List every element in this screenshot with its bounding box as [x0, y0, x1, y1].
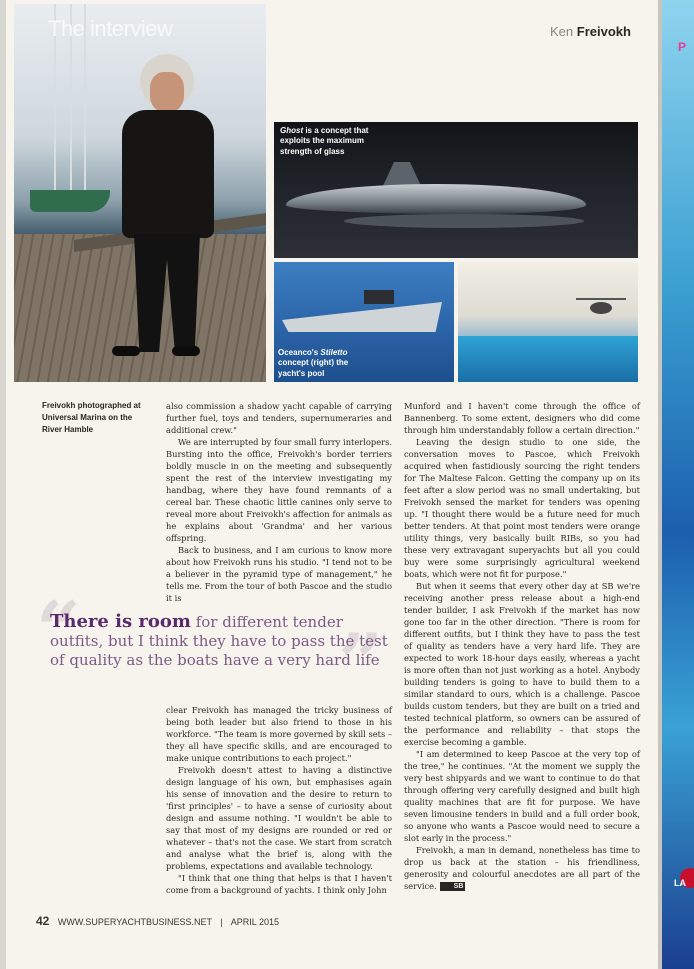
open-quote-mark: “	[36, 585, 81, 676]
paragraph: also commission a shadow yacht capable of carrying further fuel, toys and tenders, supernumeraries and additional crew."	[166, 401, 392, 435]
paragraph: Leaving the design studio to one side, the conversation moves to Pascoe, which Freivokh acquired when fastidiously sourcing the right tenders for The Maltese Falcon. Getting the company up on its feet after a slow period was no small undertaking, but Freivokh sensed the market for tenders was opening up. "I thought there would be a future need for much better tenders. At that point most tenders were orange utility things, very basically built RIBs, so you had these very extravagant superyachts but all you could buy were some surprisingly agricultural weekend boats, which were not fit for purpose."	[404, 437, 640, 579]
paragraph: Back to business, and I am curious to know more about how Freivokh runs his studio. "I tend not to be a believer in the pyramid type of management," he tells me. From the tour of both Pascoe and the studio it is	[166, 545, 392, 603]
paragraph: "I think that one thing that helps is that I haven't come from a background of yachts. I think only John	[166, 873, 392, 895]
stiletto-caption	[278, 348, 374, 379]
ghost-caption	[280, 126, 390, 157]
section-title: The interview	[48, 16, 173, 41]
helicopter-rotor	[576, 298, 626, 300]
pool	[458, 336, 638, 382]
page-number: 42	[36, 914, 50, 928]
footer-separator: |	[220, 917, 223, 927]
issue-date: APRIL 2015	[230, 917, 279, 927]
column-1-lower	[166, 704, 392, 896]
author-last-name: Freivokh	[576, 24, 631, 39]
ghost-yacht-hull	[286, 184, 586, 214]
trousers	[134, 234, 200, 352]
stiletto-caption-text: concept (right) the yacht's pool	[278, 358, 349, 378]
ghost-caption-name: Ghost	[280, 126, 304, 135]
ghost-caption-text: is a concept that exploits the maximum strength of glass	[280, 126, 369, 156]
paragraph: But when it seems that every other day at SB we're receiving another press release about a high-end tender builder, I ask Freivokh if the market has now gone too far in the other direction. "There is room for different outfits, but I think they have to pass the test of quality as tenders have a very hard life. They are expected to work 18-hour days easily, whereas a yacht is more often than not just working as a hotel. Anybody building tenders is going to have to build them to a similar standard to ours, which is a challenge. Pascoe builds custom tenders, but they are built on a tried and tested technical platform, so owners can be assured of the performance and reliability – that stops the exercise becoming a gamble.	[404, 581, 640, 747]
jacket	[122, 110, 214, 238]
stiletto-caption-name: Stiletto	[320, 348, 348, 357]
magazine-page	[6, 0, 658, 969]
yacht-pool-photo	[458, 262, 638, 382]
page-footer	[36, 914, 279, 928]
paragraph: "I am determined to keep Pascoe at the very top of the tree," he continues. "At the moment we supply the very best shipyards and we want to continue to do that through offering very carefully designed and built high quality machines that are fit for purpose. We have seven limousine tenders in build and a full order book, so anyone who wants a Pascoe would need to secure a slot early in the process."	[404, 749, 640, 843]
person-figure	[108, 54, 228, 364]
paragraph: Munford and I haven't come through the office of Bannenberg. To some extent, designers who did come through him understandably follow a certain direction."	[404, 401, 640, 435]
paragraph: Freivokh doesn't attest to having a distinctive design language of his own, but emphasises again his sense of innovation and the desire to return to 'first principles' – to have a sense of curiosity about design and assume nothing. "I wouldn't be able to say that most of my designs are rounded or red or whatever – that's not the case. We start from scratch and analyse what the brief is, along with the problems, expectations and available technology.	[166, 765, 392, 871]
portrait-photo	[14, 4, 266, 382]
website-url: WWW.SUPERYACHTBUSINESS.NET	[57, 917, 212, 927]
facing-page-letter: P	[678, 40, 687, 54]
column-2	[404, 400, 640, 892]
paragraph: We are interrupted by four small furry interlopers. Bursting into the office, Freivokh's border terriers boldly muscle in on the meeting and subsequently spent the rest of the interview investigating my handbag, where they have found remnants of a cereal bar. These chaotic little canines only serve to reveal more about Freivokh's affection for animals as he explains about 'Grandma' and her various offspring.	[166, 437, 392, 543]
page-gutter	[658, 0, 662, 969]
moored-boat	[30, 190, 110, 212]
shoe	[112, 346, 140, 356]
paragraph: clear Freivokh has managed the tricky business of being both leader but also friend to those in his workforce. "The team is more governed by skill sets – they all have specific skills, and are encouraged to make unique contributions to each project."	[166, 705, 392, 763]
stiletto-superstructure	[364, 290, 394, 304]
ghost-concept-photo	[274, 122, 638, 258]
author-first-name: Ken	[550, 24, 574, 39]
stiletto-hull	[282, 302, 442, 332]
pull-quote-lead: There is room	[50, 611, 191, 632]
shoe	[172, 346, 200, 356]
author-header	[550, 24, 631, 39]
pull-quote-text: for different tender outfits, but I think they have to pass the test of quality as the boats have a very hard life	[50, 613, 388, 669]
close-quote-mark: ”	[338, 617, 383, 708]
end-mark: SB	[440, 882, 466, 891]
face	[150, 72, 184, 112]
column-1-upper	[166, 400, 392, 604]
final-paragraph-text: Freivokh, a man in demand, nonetheless has time to drop us back at the station – his friendliness, generosity and colourful anecdotes are all part of the service.	[404, 845, 640, 891]
facing-page-edge	[658, 0, 694, 969]
facing-page-text: LA	[674, 878, 686, 888]
stiletto-caption-lead: Oceanco's	[278, 348, 321, 357]
helicopter	[590, 302, 612, 314]
ghost-reflection	[344, 214, 584, 228]
paragraph	[404, 844, 640, 892]
pull-quote	[50, 612, 390, 670]
photo-caption: Freivokh photographed at Universal Marina on the River Hamble	[42, 401, 141, 434]
stiletto-concept-photo	[274, 262, 454, 382]
